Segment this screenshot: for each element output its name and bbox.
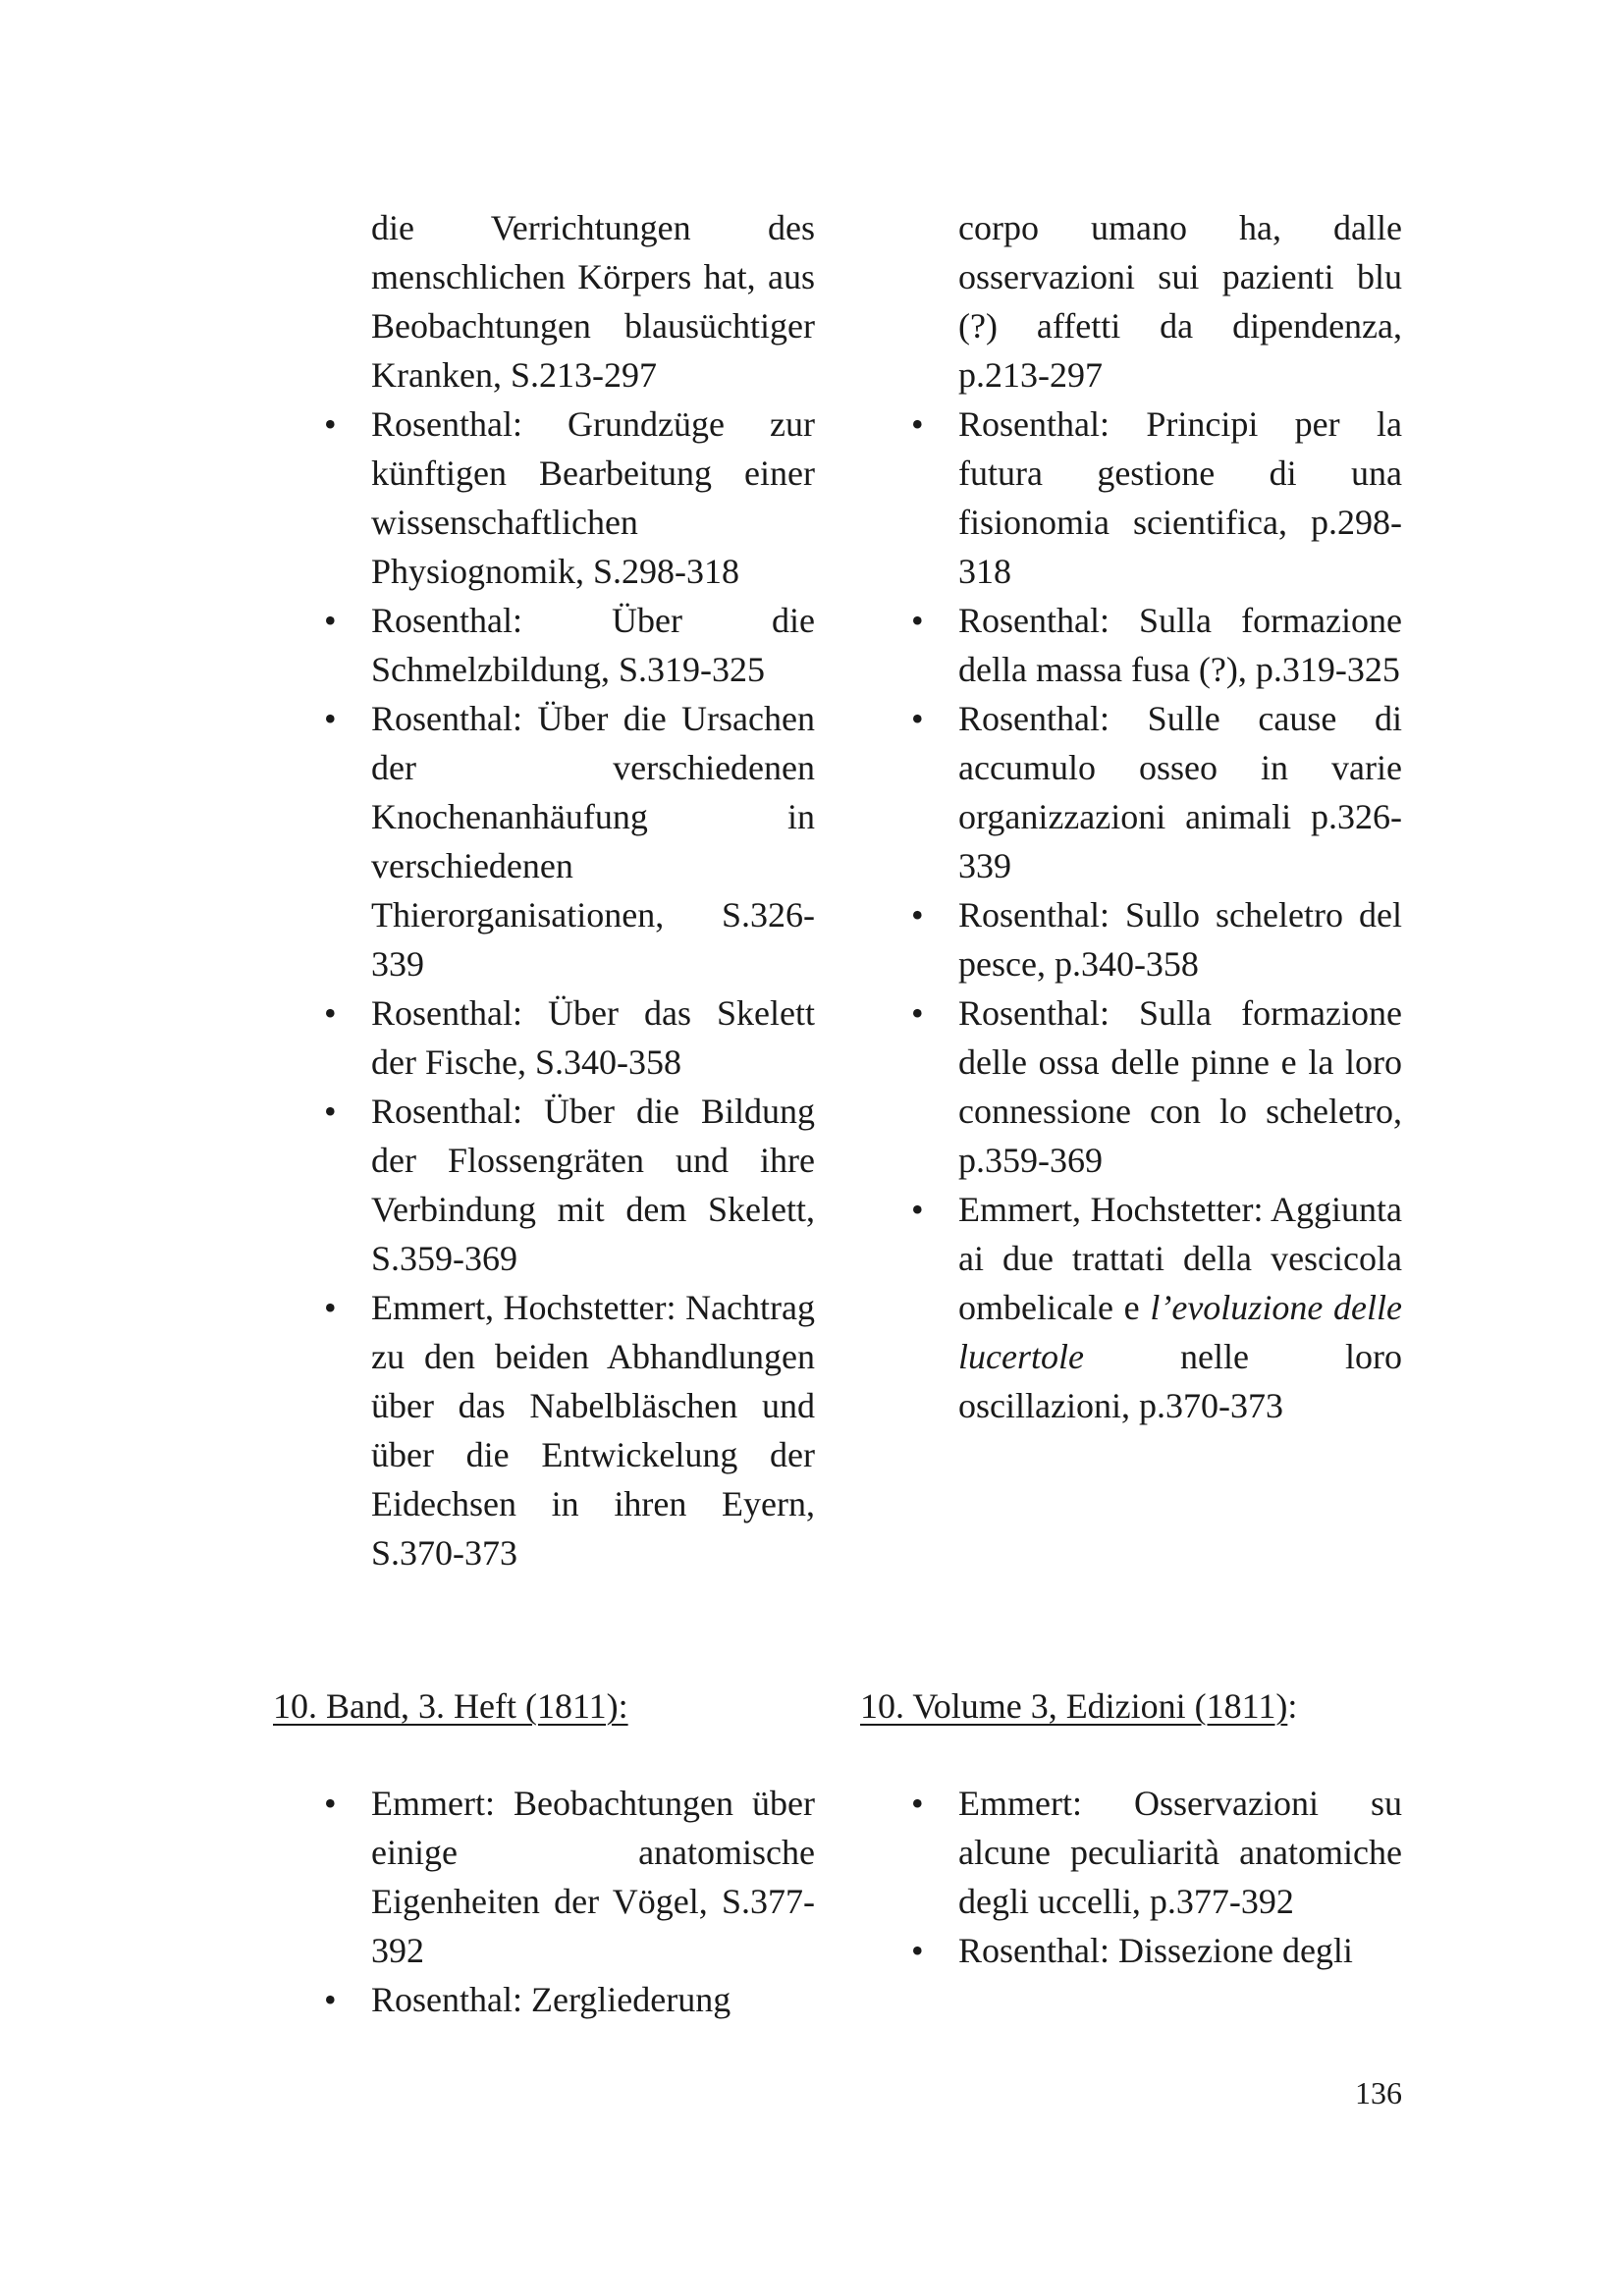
left-entry-list-2 (273, 1779, 815, 2024)
left-section-heading: 10. Band, 3. Heft (1811): (273, 1686, 628, 1726)
italic-title: l’evoluzione delle lucertole (958, 1288, 1402, 1376)
list-item: • Rosenthal: Sullo scheletro del pesce, p.340-358 (958, 890, 1402, 988)
list-item: • Emmert: Osservazioni su alcune peculiarità anatomiche degli uccelli, p.377-392 (958, 1779, 1402, 1926)
right-entry-list-2 (860, 1779, 1402, 1975)
list-item: • Rosenthal: Über das Skelett der Fische, S.340-358 (371, 988, 815, 1087)
list-item-text: nelle loro oscillazioni, p.370-373 (958, 1337, 1402, 1425)
right-continuation-text: corpo umano ha, dalle osservazioni sui pazienti blu (?) affetti da dipendenza, p.213-297 (958, 208, 1402, 395)
list-item: • Rosenthal: Über die Bildung der Flossengräten und ihre Verbindung mit dem Skelett, S.359-369 (371, 1087, 815, 1283)
right-heading-colon: : (1287, 1686, 1298, 1726)
list-item: • Rosenthal: Über die Ursachen der verschiedenen Knochenanhäufung in verschiedenen Thierorganisationen, S.326-339 (371, 694, 815, 988)
list-item: • Rosenthal: Sulla formazione della massa fusa (?), p.319-325 (958, 596, 1402, 694)
list-item: • Rosenthal: Grundzüge zur künftigen Bearbeitung einer wissenschaftlichen Physiognomik, S.298-318 (371, 400, 815, 596)
list-item: • Rosenthal: Über die Schmelzbildung, S.319-325 (371, 596, 815, 694)
right-section-heading (860, 1682, 1297, 1731)
left-continuation-text: die Verrichtungen des menschlichen Körpers hat, aus Beobachtungen blausüchtiger Kranken, S.213-297 (371, 208, 815, 395)
list-item: • Rosenthal: Dissezione degli (958, 1926, 1402, 1975)
list-item: • Emmert, Hochstetter: Nachtrag zu den beiden Abhandlungen über das Nabelbläschen und über die Entwickelung der Eidechsen in ihren Eyern, S.370-373 (371, 1283, 815, 1577)
list-item: • Rosenthal: Sulla formazione delle ossa delle pinne e la loro connessione con lo scheletro, p.359-369 (958, 988, 1402, 1185)
right-heading-text: 10. Volume 3, Edizioni (1811) (860, 1686, 1288, 1726)
list-item: • Rosenthal: Principi per la futura gestione di una fisionomia scientifica, p.298-318 (958, 400, 1402, 596)
page-number: 136 (1355, 2075, 1402, 2110)
list-item-text: Emmert, Hochstetter: Aggiunta ai due trattati della vescicola ombelicale e (958, 1190, 1402, 1327)
list-item: • Emmert: Beobachtungen über einige anatomische Eigenheiten der Vögel, S.377-392 (371, 1779, 815, 1975)
list-item: • Rosenthal: Sulle cause di accumulo osseo in varie organizzazioni animali p.326-339 (958, 694, 1402, 890)
list-item (958, 1185, 1402, 1430)
list-item: • Rosenthal: Zergliederung (371, 1975, 815, 2024)
right-entry-list (860, 203, 1402, 1430)
left-entry-list (273, 203, 815, 1577)
